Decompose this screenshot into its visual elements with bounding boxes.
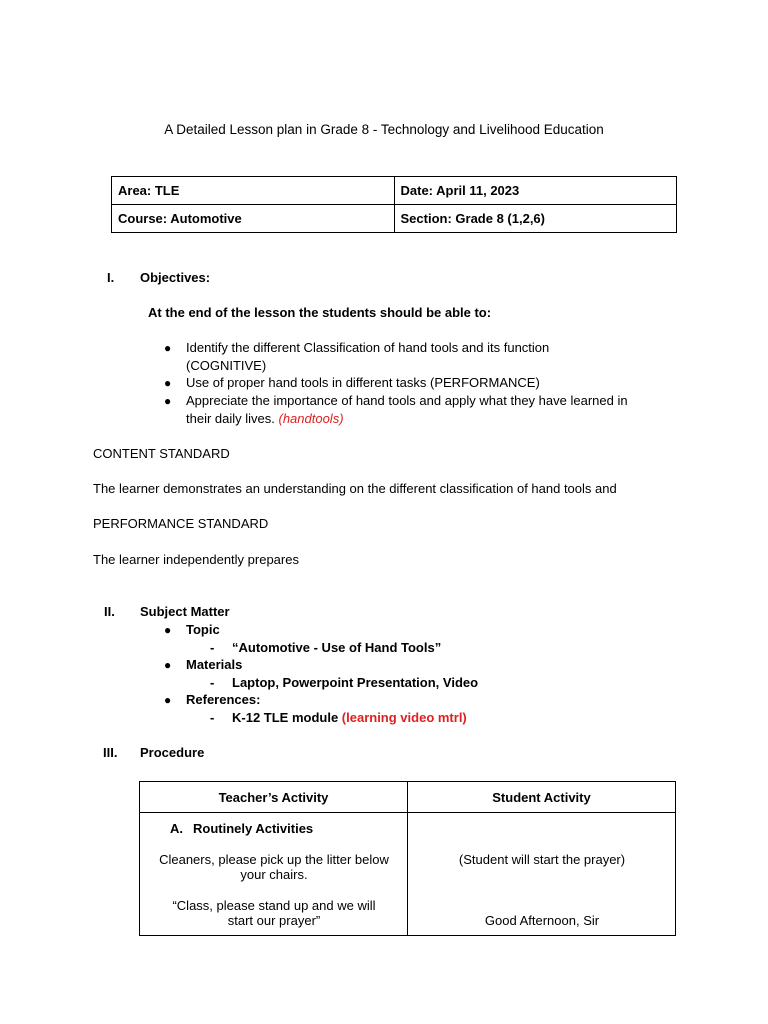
objective-1-line2: (COGNITIVE) xyxy=(186,358,267,373)
references-label: References: xyxy=(186,692,261,707)
references-value xyxy=(232,710,467,725)
procedure-heading: Procedure xyxy=(140,745,205,760)
materials-label: Materials xyxy=(186,657,243,672)
materials-value: Laptop, Powerpoint Presentation, Video xyxy=(232,675,479,690)
objective-3-text: their daily lives. xyxy=(186,411,279,426)
bullet-icon: ● xyxy=(164,693,172,707)
performance-standard-heading: PERFORMANCE STANDARD xyxy=(93,516,269,531)
teacher-line-1: Cleaners, please pick up the litter below xyxy=(159,852,389,867)
teacher-line-4: start our prayer” xyxy=(227,913,321,928)
bullet-icon: ● xyxy=(164,394,172,408)
subject-matter-heading: Subject Matter xyxy=(140,604,230,619)
objectives-heading: Objectives: xyxy=(140,270,211,285)
info-table xyxy=(111,176,677,233)
section-title: Routinely Activities xyxy=(193,821,314,836)
teacher-activity-cell xyxy=(140,813,408,936)
area-cell: Area: TLE xyxy=(112,177,395,205)
student-activity-header: Student Activity xyxy=(408,782,676,813)
teacher-activity-header: Teacher’s Activity xyxy=(140,782,408,813)
dash-marker: - xyxy=(210,675,215,690)
student-line-2: Good Afternoon, Sir xyxy=(484,913,600,928)
content-standard-text: The learner demonstrates an understanding on the different classification of hand tools and xyxy=(93,481,617,496)
teacher-line-2: your chairs. xyxy=(240,867,308,882)
references-text: K-12 TLE module xyxy=(232,710,342,725)
objectives-numeral: I. xyxy=(107,270,115,285)
student-line-1: (Student will start the prayer) xyxy=(458,852,626,867)
topic-label: Topic xyxy=(186,622,220,637)
bullet-icon: ● xyxy=(164,341,172,355)
bullet-icon: ● xyxy=(164,623,172,637)
bullet-icon: ● xyxy=(164,376,172,390)
procedure-numeral: III. xyxy=(103,745,118,760)
date-cell: Date: April 11, 2023 xyxy=(394,177,677,205)
objective-1-line1: Identify the different Classification of hand tools and its function xyxy=(186,340,550,355)
section-letter: A. xyxy=(170,821,183,836)
performance-standard-text: The learner independently prepares xyxy=(93,552,299,567)
procedure-table xyxy=(139,781,676,936)
subject-matter-numeral: II. xyxy=(104,604,115,619)
objective-2-line1: Use of proper hand tools in different tasks (PERFORMANCE) xyxy=(186,375,540,390)
dash-marker: - xyxy=(210,640,215,655)
course-cell: Course: Automotive xyxy=(112,205,395,233)
document-title: A Detailed Lesson plan in Grade 8 - Technology and Livelihood Education xyxy=(164,122,604,137)
dash-marker: - xyxy=(210,710,215,725)
objective-3-note: (handtools) xyxy=(278,411,344,426)
objective-3-line2 xyxy=(186,411,344,426)
objectives-intro: At the end of the lesson the students should be able to: xyxy=(148,305,492,320)
section-cell: Section: Grade 8 (1,2,6) xyxy=(394,205,677,233)
objective-3-line1: Appreciate the importance of hand tools and apply what they have learned in xyxy=(186,393,628,408)
teacher-line-3: “Class, please stand up and we will xyxy=(172,898,376,913)
references-note: (learning video mtrl) xyxy=(341,710,467,725)
bullet-icon: ● xyxy=(164,658,172,672)
content-standard-heading: CONTENT STANDARD xyxy=(93,446,230,461)
topic-value: “Automotive - Use of Hand Tools” xyxy=(232,640,442,655)
student-activity-cell xyxy=(408,813,676,936)
